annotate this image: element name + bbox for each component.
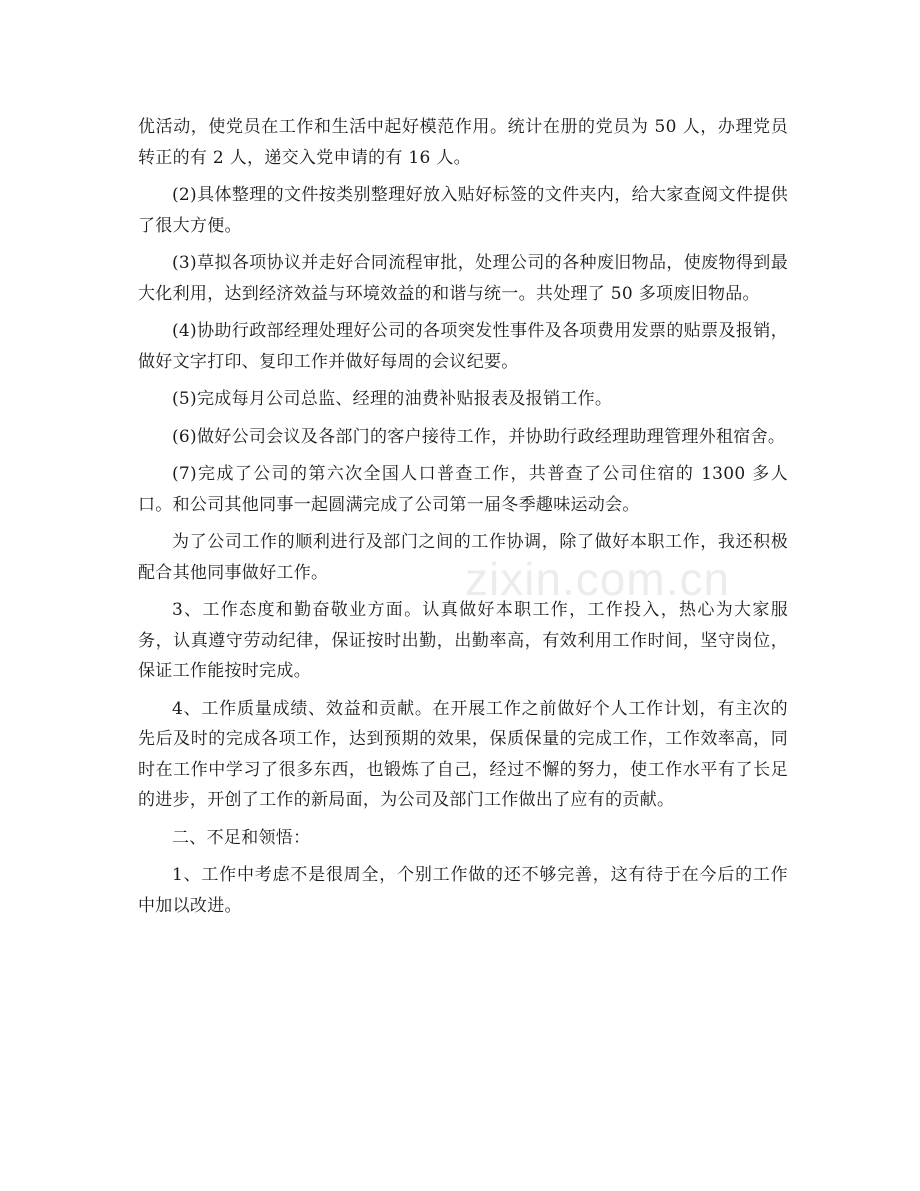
watermark-text: zixin.com.cn (465, 553, 731, 605)
document-body (138, 112, 788, 928)
paragraph-item-4: (4)协助行政部经理处理好公司的各项突发性事件及各项费用发票的贴票及报销，做好文字打印、复印工作并做好每周的会议纪要。 (138, 321, 788, 372)
paragraph-item-2: (2)具体整理的文件按类别整理好放入贴好标签的文件夹内，给大家查阅文件提供了很大方便。 (138, 185, 788, 236)
paragraph-cooperation: 为了公司工作的顺利进行及部门之间的工作协调，除了做好本职工作，我还积极配合其他同事做好工作。 (138, 532, 788, 583)
paragraph-item-5: (5)完成每月公司总监、经理的油费补贴报表及报销工作。 (172, 389, 613, 409)
paragraph-continuation: 优活动，使党员在工作和生活中起好模范作用。统计在册的党员为 50 人，办理党员转正的有 2 人，递交入党申请的有 16 人。 (138, 117, 788, 168)
paragraph-work-quality: 4、工作质量成绩、效益和贡献。在开展工作之前做好个人工作计划，有主次的先后及时的完成各项工作，达到预期的效果，保质保量的完成工作，工作效率高，同时在工作中学习了很多东西，也锻炼了自己，经过不懈的努力，使工作水平有了长足的进步，开创了工作的新局面，为公司及部门工作做出了应有的贡献。 (138, 698, 788, 810)
paragraph-item-7: (7)完成了公司的第六次全国人口普查工作，共普查了公司住宿的 1300 多人口。和公司其他同事一起圆满完成了公司第一届冬季趣味运动会。 (138, 464, 788, 515)
section-heading-shortcomings: 二、不足和领悟： (172, 827, 311, 848)
paragraph-item-3: (3)草拟各项协议并走好合同流程审批，处理公司的各种废旧物品，使废物得到最大化利用，达到经济效益与环境效益的和谐与统一。共处理了 50 多项废旧物品。 (138, 253, 788, 304)
paragraph-shortcoming-1: 1、工作中考虑不是很周全，个别工作做的还不够完善，这有待于在今后的工作中加以改进。 (138, 865, 788, 916)
paragraph-work-attitude: 3、工作态度和勤奋敬业方面。认真做好本职工作，工作投入，热心为大家服务，认真遵守劳动纪律，保证按时出勤，出勤率高，有效利用工作时间，坚守岗位，保证工作能按时完成。 (138, 600, 788, 681)
paragraph-item-6: (6)做好公司会议及各部门的客户接待工作，并协助行政经理助理管理外租宿舍。 (172, 426, 786, 447)
